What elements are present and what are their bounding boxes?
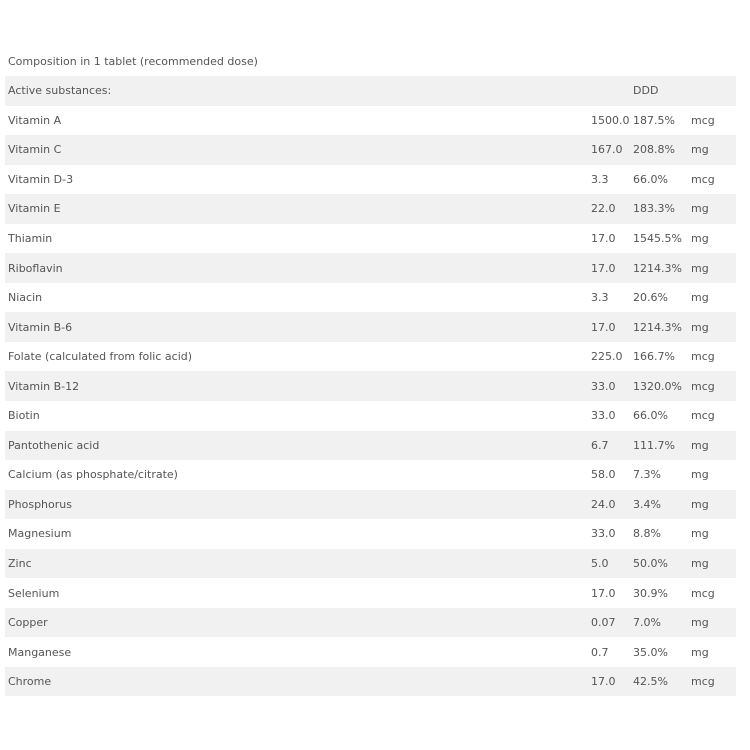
substance-name: Vitamin D-3 xyxy=(8,172,74,186)
table-row xyxy=(5,312,736,342)
substance-ddd: 208.8% xyxy=(633,135,691,165)
substance-amount: 17.0 xyxy=(591,586,616,600)
substance-ddd: 42.5% xyxy=(633,667,691,697)
substance-ddd: 66.0% xyxy=(633,409,668,423)
substance-unit: mcg xyxy=(691,586,715,600)
table-row xyxy=(5,224,736,254)
substance-amount: 17.0 xyxy=(591,232,616,245)
substance-name: Riboflavin xyxy=(5,253,591,283)
table-row xyxy=(5,549,736,579)
substance-name: Phosphorus xyxy=(5,490,591,520)
substance-unit: mg xyxy=(691,431,736,461)
substance-unit: mcg xyxy=(691,667,736,697)
table-row xyxy=(5,283,736,313)
table-row xyxy=(5,135,736,165)
substance-amount: 225.0 xyxy=(591,350,623,364)
substance-amount: 3.3 xyxy=(591,291,609,305)
substance-amount: 0.7 xyxy=(591,645,609,659)
substance-ddd: 1320.0% xyxy=(633,371,691,401)
substance-unit: mg xyxy=(691,468,709,482)
substance-ddd: 50.0% xyxy=(633,549,691,579)
composition-caption: Composition in 1 tablet (recommended dose) xyxy=(8,55,258,68)
substance-name: Magnesium xyxy=(8,527,72,541)
substance-ddd: 187.5% xyxy=(633,113,675,127)
substance-amount: 17.0 xyxy=(591,312,633,342)
header-amount xyxy=(591,76,633,106)
substance-amount: 1500.0 xyxy=(591,113,630,127)
substance-unit: mg xyxy=(691,253,736,283)
substance-ddd: 183.3% xyxy=(633,194,691,224)
header-active-substances: Active substances: xyxy=(5,76,591,106)
substance-amount: 167.0 xyxy=(591,135,633,165)
substance-name: Manganese xyxy=(8,645,72,659)
substance-amount: 22.0 xyxy=(591,194,633,224)
substance-name: Pantothenic acid xyxy=(5,431,591,461)
substance-amount: 5.0 xyxy=(591,549,633,579)
substance-ddd: 1214.3% xyxy=(633,312,691,342)
substance-ddd: 8.8% xyxy=(633,527,661,541)
substance-ddd: 30.9% xyxy=(633,586,668,600)
substance-name: Vitamin B-6 xyxy=(5,312,591,342)
composition-section xyxy=(5,47,733,696)
table-row xyxy=(5,637,736,667)
table-row xyxy=(5,401,736,431)
substance-ddd: 3.4% xyxy=(633,490,691,520)
header-unit xyxy=(691,76,736,106)
substance-unit: mg xyxy=(691,232,709,245)
substance-ddd: 7.3% xyxy=(633,468,661,482)
substance-name: Zinc xyxy=(5,549,591,579)
substance-unit: mg xyxy=(691,608,736,638)
substance-name: Biotin xyxy=(8,409,40,423)
substance-name: Calcium (as phosphate/citrate) xyxy=(8,468,178,482)
table-row xyxy=(5,106,736,136)
substance-amount: 17.0 xyxy=(591,667,633,697)
substance-unit: mg xyxy=(691,490,736,520)
substance-name: Folate (calculated from folic acid) xyxy=(8,350,193,364)
substance-amount: 33.0 xyxy=(591,527,616,541)
substance-name: Thiamin xyxy=(8,232,53,245)
table-row xyxy=(5,608,736,638)
substance-amount: 17.0 xyxy=(591,253,633,283)
substance-ddd: 1545.5% xyxy=(633,232,682,245)
substance-unit: mcg xyxy=(691,371,736,401)
substance-name: Selenium xyxy=(8,586,60,600)
substance-unit: mg xyxy=(691,645,709,659)
substance-name: Vitamin B-12 xyxy=(5,371,591,401)
substance-unit: mcg xyxy=(691,172,715,186)
substance-ddd: 66.0% xyxy=(633,172,668,186)
substance-unit: mg xyxy=(691,291,709,305)
substance-amount: 3.3 xyxy=(591,172,609,186)
table-row xyxy=(5,253,736,283)
substance-ddd: 7.0% xyxy=(633,608,691,638)
composition-table-body xyxy=(5,76,736,696)
table-row xyxy=(5,165,736,195)
substance-name: Vitamin E xyxy=(5,194,591,224)
substance-unit: mg xyxy=(691,549,736,579)
substance-amount: 33.0 xyxy=(591,371,633,401)
table-header-row xyxy=(5,76,736,106)
substance-ddd: 166.7% xyxy=(633,350,675,364)
substance-amount: 58.0 xyxy=(591,468,616,482)
table-row xyxy=(5,578,736,608)
table-row xyxy=(5,460,736,490)
substance-unit: mcg xyxy=(691,409,715,423)
substance-ddd: 1214.3% xyxy=(633,253,691,283)
substance-name: Vitamin A xyxy=(8,113,62,127)
substance-unit: mcg xyxy=(691,350,715,364)
substance-name: Chrome xyxy=(5,667,591,697)
table-row xyxy=(5,519,736,549)
table-row xyxy=(5,667,736,697)
composition-table xyxy=(5,76,736,696)
substance-amount: 33.0 xyxy=(591,409,616,423)
table-row xyxy=(5,194,736,224)
substance-ddd: 111.7% xyxy=(633,431,691,461)
substance-unit: mg xyxy=(691,527,709,541)
table-row xyxy=(5,371,736,401)
substance-amount: 0.07 xyxy=(591,608,633,638)
substance-ddd: 20.6% xyxy=(633,291,668,305)
substance-unit: mcg xyxy=(691,113,715,127)
table-row xyxy=(5,342,736,372)
header-ddd: DDD xyxy=(633,76,691,106)
substance-unit: mg xyxy=(691,312,736,342)
table-row xyxy=(5,490,736,520)
substance-ddd: 35.0% xyxy=(633,645,668,659)
substance-name: Niacin xyxy=(8,291,43,305)
substance-name: Vitamin C xyxy=(5,135,591,165)
substance-unit: mg xyxy=(691,194,736,224)
substance-amount: 6.7 xyxy=(591,431,633,461)
table-row xyxy=(5,431,736,461)
substance-amount: 24.0 xyxy=(591,490,633,520)
substance-name: Copper xyxy=(5,608,591,638)
substance-unit: mg xyxy=(691,135,736,165)
